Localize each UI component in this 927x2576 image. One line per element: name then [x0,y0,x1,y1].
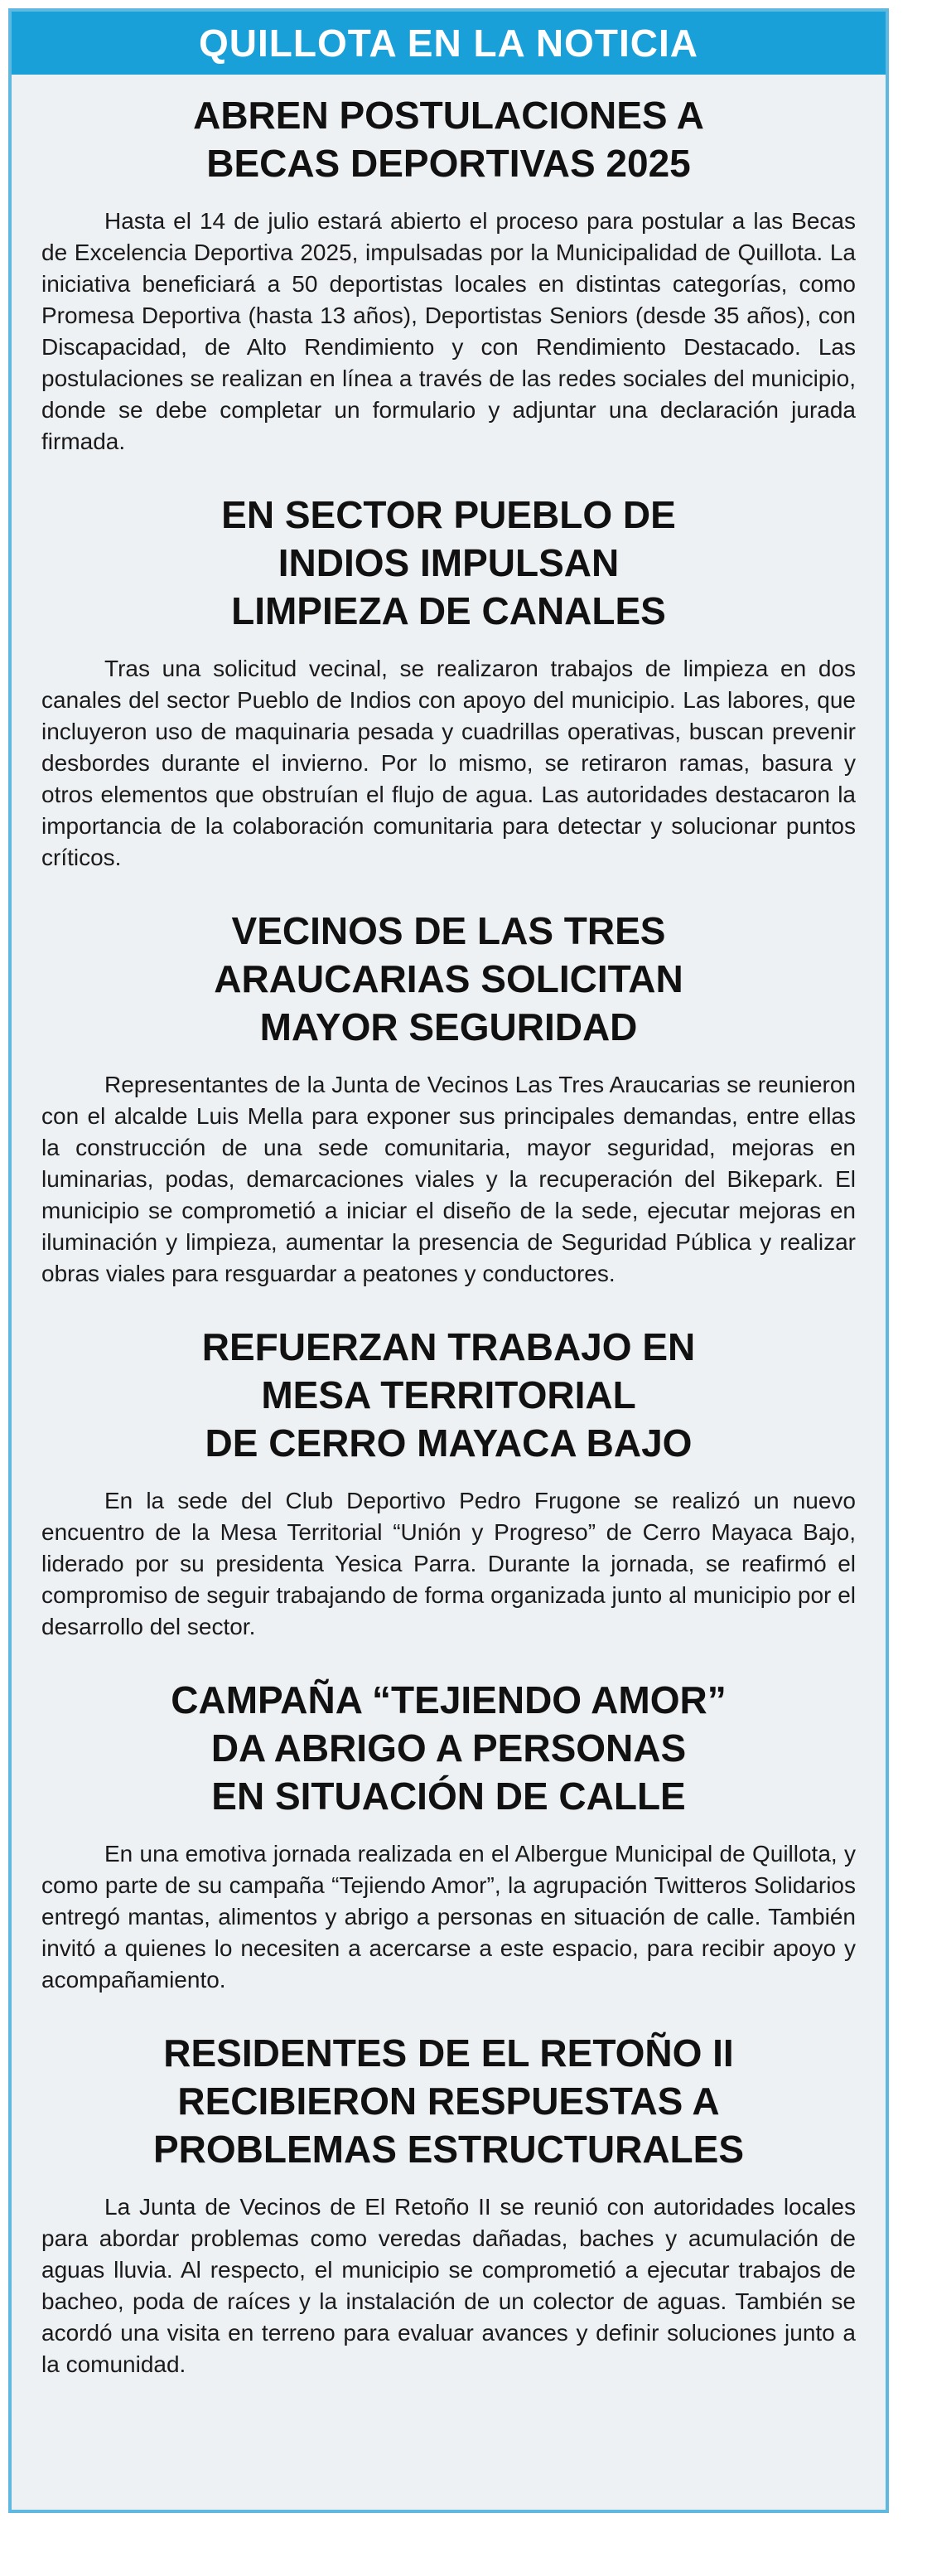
article-becas-deportivas [41,91,856,458]
section-title: QUILLOTA EN LA NOTICIA [199,22,698,65]
article-el-retono [41,2029,856,2380]
articles-list [41,91,856,2414]
article-pueblo-de-indios [41,491,856,874]
article-headline: CAMPAÑA “TEJIENDO AMOR” DA ABRIGO A PERSONAS EN SITUACIÓN DE CALLE [171,1678,727,1818]
article-body: Hasta el 14 de julio estará abierto el proceso para postular a las Becas de Excelencia Deportiva 2025, impulsadas por la Municipalidad de Quillota. La iniciativa beneficiará a 50 deportistas locales en distintas categorías, como Promesa Deportiva (hasta 13 años), Deportistas Seniors (desde 35 años), con Discapacidad, de Alto Rendimiento y con Rendimiento Destacado. Las postulaciones se realizan en línea a través de las redes sociales del municipio, donde se debe completar un formulario y adjuntar una declaración jurada firmada. [41,208,856,454]
article-cerro-mayaca [41,1323,856,1643]
news-column [8,8,889,2513]
article-tres-araucarias [41,907,856,1290]
article-headline: ABREN POSTULACIONES A BECAS DEPORTIVAS 2025 [193,94,704,185]
article-body: Representantes de la Junta de Vecinos Las Tres Araucarias se reunieron con el alcalde Luis Mella para exponer sus principales demandas, entre ellas la construcción de una sede comunitaria, mayor seguridad, mejoras en luminarias, podas, demarcaciones viales y la recuperación del Bikepark. El municipio se comprometió a iniciar el diseño de la sede, ejecutar mejoras en iluminación y limpieza, aumentar la presencia de Seguridad Pública y realizar obras viales para resguardar a peatones y conductores. [41,1072,856,1286]
article-body: La Junta de Vecinos de El Retoño II se reunió con autoridades locales para abordar problemas como veredas dañadas, baches y acumulación de aguas lluvia. Al respecto, el municipio se comprometió a ejecutar trabajos de bacheo, poda de raíces y la instalación de un colector de aguas. También se acordó una visita en terreno para evaluar avances y definir soluciones junto a la comunidad. [41,2194,856,2377]
article-body: Tras una solicitud vecinal, se realizaron trabajos de limpieza en dos canales del sector Pueblo de Indios con apoyo del municipio. Las labores, que incluyeron uso de maquinaria pesada y cuadrillas operativas, buscan prevenir desbordes durante el invierno. Por lo mismo, se retiraron ramas, basura y otros elementos que obstruían el flujo de agua. Las autoridades destacaron la importancia de la colaboración comunitaria para detectar y solucionar puntos críticos. [41,656,856,870]
article-body: En la sede del Club Deportivo Pedro Frugone se realizó un nuevo encuentro de la Mesa Territorial “Unión y Progreso” de Cerro Mayaca Bajo, liderado por su presidenta Yesica Parra. Durante la jornada, se reafirmó el compromiso de seguir trabajando de forma organizada junto al municipio por el desarrollo del sector. [41,1488,856,1639]
section-banner [12,12,886,75]
article-headline: RESIDENTES DE EL RETOÑO II RECIBIERON RESPUESTAS A PROBLEMAS ESTRUCTURALES [152,2031,745,2171]
article-headline: EN SECTOR PUEBLO DE INDIOS IMPULSAN LIMPIEZA DE CANALES [221,493,676,632]
article-headline: REFUERZAN TRABAJO EN MESA TERRITORIAL DE CERRO MAYACA BAJO [201,1325,696,1465]
article-tejiendo-amor [41,1676,856,1996]
article-headline: VECINOS DE LAS TRES ARAUCARIAS SOLICITAN MAYOR SEGURIDAD [214,909,683,1048]
article-body: En una emotiva jornada realizada en el Albergue Municipal de Quillota, y como parte de su campaña “Tejiendo Amor”, la agrupación Twitteros Solidarios entregó mantas, alimentos y abrigo a personas en situación de calle. También invitó a quienes lo necesiten a acercarse a este espacio, para recibir apoyo y acompañamiento. [41,1841,856,1993]
